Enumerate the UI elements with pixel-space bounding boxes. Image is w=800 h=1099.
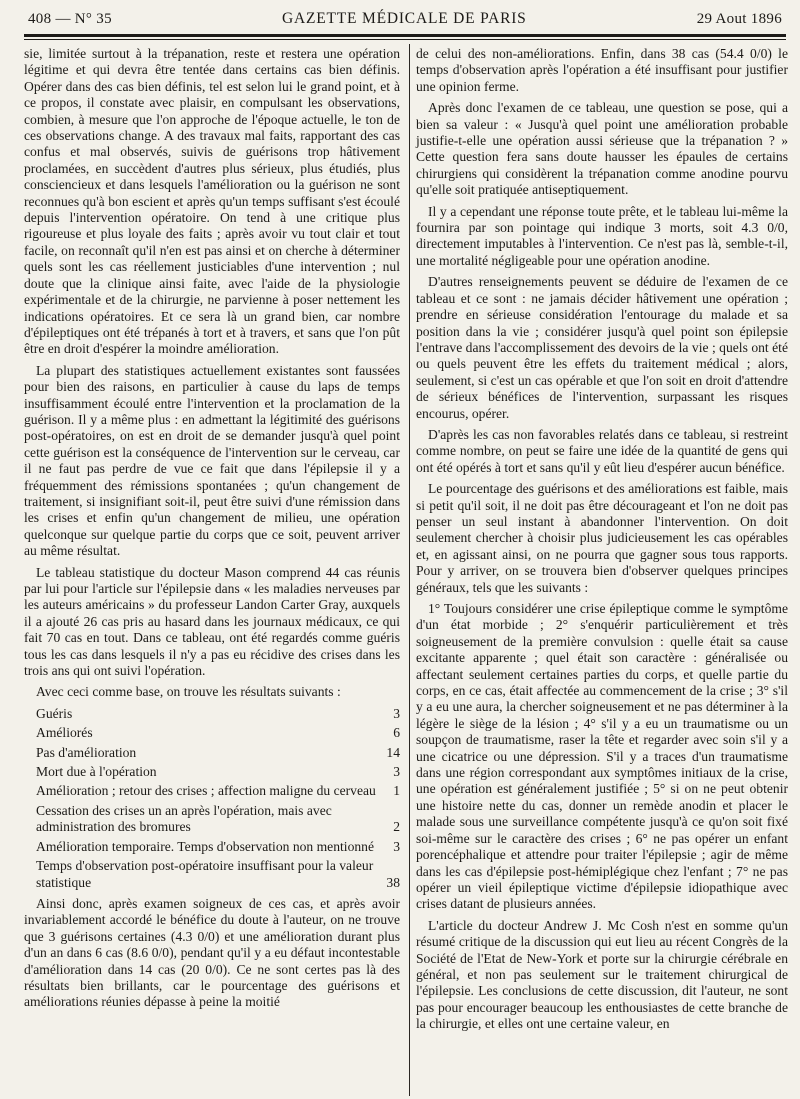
stat-label: Temps d'observation post-opératoire insuffisant pour la valeur statistique bbox=[36, 858, 374, 890]
stat-label: Améliorés bbox=[36, 725, 93, 741]
stat-value: 1 bbox=[393, 783, 400, 799]
stat-value: 2 bbox=[393, 819, 400, 835]
paragraph: Après donc l'examen de ce tableau, une question se pose, qui a bien sa valeur : « Jusqu'à quel point une amélioration probable justifie-t-elle une opération aussi sérieuse que la trépanation ? » Cette question fera sans doute hausser les épaules de certains chirurgiens qui considèrent la trépanation comme anodine pourvu qu'elle soit pratiquée antiseptiquement. bbox=[416, 100, 788, 198]
column-separator bbox=[409, 44, 410, 1096]
header-rule-thin bbox=[24, 39, 786, 40]
stat-value: 3 bbox=[393, 764, 400, 780]
paragraph: 1° Toujours considérer une crise épileptique comme le symptôme d'un état morbide ; 2° s'enquérir particulièrement et très soigneusement de la première convulsion : quelle était sa cause excitante apparente ; quel était son caractère : généralisée ou affectant seulement certaines parties du corps, et quelle partie du corps, en ce cas, était affectée au commencement de la crise ; 3° s'il y a eu une aura, la chercher soigneusement et ne pas déterminer à la légère le siège de la lésion ; 4° s'il y a eu un traumatisme ou un soupçon de traumatisme, raser la tête et regarder avec soin s'il y a une cicatrice ou une dépression. S'il y a traces d'un traumatisme dans une région correspondant aux symptômes initiaux de la crise, une opération est généralement justifiée ; 5° si on ne peut obtenir une histoire nette du cas, donner un remède anodin et placer le malade sous une surveillance compétente jusqu'à ce qu'on soit fixé soi-même sur le caractère des crises ; 6° ne pas opérer un enfant porencéphalique et attendre pour traiter l'épilepsie ; agir de même dans les cas d'épilepsie post-hémiplégique chez l'enfant ; 7° ne pas opérer un vieil épileptique victime d'épilepsie idiopathique avec crises datant de plusieurs années. bbox=[416, 601, 788, 912]
stat-row bbox=[24, 725, 400, 741]
paragraph: Avec ceci comme base, on trouve les résultats suivants : bbox=[36, 684, 341, 700]
stat-value: 14 bbox=[386, 744, 400, 760]
paragraph: Ainsi donc, après examen soigneux de ces cas, et après avoir invariablement accordé le bénéfice du doute à l'auteur, on ne trouve que 3 guérisons certaines (4.3 0/0) et une amélioration durant plus d'un an dans 6 cas (8.6 0/0), pendant qu'il y a eu défaut incontestable d'amélioration dans 14 cas (20 0/0). Ce ne sont certes pas là des résultats bien brillants, car le pourcentage des guérisons et améliorations réunies dépasse à peine la moitié bbox=[24, 895, 400, 1010]
stat-label: Amélioration temporaire. Temps d'observation non mentionné bbox=[36, 838, 374, 854]
stat-label: Guéris bbox=[36, 705, 73, 721]
paragraph: Le tableau statistique du docteur Mason comprend 44 cas réunis par lui pour l'article sur l'épilepsie dans « les maladies nerveuses par les auteurs américains » du professeur Landon Carter Gray, auxquels il a ajouté 26 cas pris au hasard dans les journaux médicaux, ce qui fait 70 cas en tout. Dans ce tableau, ont été regardés comme guéris tous les cas dans lesquels il n'y a pas eu récidive des crises dans les trois ans qui ont suivi l'opération. bbox=[24, 564, 400, 679]
stat-row bbox=[24, 745, 400, 761]
stat-label: Cessation des crises un an après l'opération, mais avec administration des bromures bbox=[36, 802, 332, 835]
paragraph: D'après les cas non favorables relatés dans ce tableau, si restreint comme nombre, on peut se faire une idée de la quantité de gens qui ont été opérés à tort et sans qu'il y eût lieu d'espérer aucun bénéfice. bbox=[416, 426, 788, 475]
stat-value: 38 bbox=[386, 874, 400, 890]
stat-label: Mort due à l'opération bbox=[36, 764, 157, 780]
stat-row bbox=[24, 783, 400, 799]
journal-title: GAZETTE MÉDICALE DE PARIS bbox=[282, 10, 527, 27]
paragraph: L'article du docteur Andrew J. Mc Cosh n'est en somme qu'un résumé critique de la discussion qui eut lieu au récent Congrès de la Société de l'Etat de New-York et porte sur la chirurgie cérébrale en général, et non pas seulement sur le traitement chirurgical de l'épilepsie. Les conclusions de cette discussion, dit l'auteur, ne sont pas pour encourager beaucoup les enthousiastes de cette branche de la chirurgie, et elles ont une certaine valeur, en bbox=[416, 917, 788, 1032]
left-column bbox=[24, 46, 400, 1016]
page-number: 408 — N° 35 bbox=[28, 10, 112, 27]
stat-row bbox=[24, 839, 400, 855]
right-column bbox=[416, 46, 788, 1038]
stat-row bbox=[24, 858, 400, 891]
paragraph: sie, limitée surtout à la trépanation, reste et restera une opération légitime et qui devra être tentée dans certains cas bien définis. Opérer dans des cas bien définis, tel est selon lui le grand point, et à ce propos, il constate avec plaisir, en compulsant les observations, combien, à mesure que l'on approche de l'époque actuelle, le ton de ces observations change. A des travaux mal faits, rapportant des cas confus et mal observés, suivis de guérisons trop hâtivement proclamées, en succèdent d'autres plus sérieux, plus étudiés, plus consciencieux et dans lesquels l'amélioration ou la guérison ne sont reconnues qu'à bon escient et après qu'un temps suffisant s'est écoulé depuis l'intervention opératoire. On tend à une critique plus rigoureuse et plus loyale des faits ; après avoir vu tout clair et tout facile, on reconnaît qu'il n'en est pas ainsi et on cherche à déterminer quels sont les cas réellement justiciables d'une intervention ; nul doute que la clinique ainsi faite, avec l'aide de la physiologie expérimentale et de la chirurgie, ne parvienne à poser nettement les indications opératoires. Et ce sera là un grand bien, car nombre d'épileptiques ont été trépanés à tort et à travers, et sans que l'on pût être en droit d'espérer la moindre amélioration. bbox=[24, 46, 400, 357]
page-header bbox=[28, 8, 782, 30]
stat-value: 6 bbox=[393, 725, 400, 741]
stat-row bbox=[24, 706, 400, 722]
stat-label: Pas d'amélioration bbox=[36, 744, 137, 760]
paragraph: de celui des non-améliorations. Enfin, dans 38 cas (54.4 0/0) le temps d'observation après l'opération a été insuffisant pour justifier une opinion ferme. bbox=[416, 46, 788, 94]
paragraph: La plupart des statistiques actuellement existantes sont faussées pour bien des raisons, en particulier à cause du laps de temps insuffisamment écoulé entre l'intervention et la proclamation de la guérison. Il y a même plus : en admettant la légitimité des guérisons post-opératoires, on est en droit de se demander jusqu'à quel point cette guérison est la conséquence de l'intervention sur le cerveau, car il ne faut pas perdre de vue ce fait que dans l'épilepsie il y a fréquemment des rémissions spontanées ; qu'un changement de traitement, si insignifiant soit-il, peut être suivi d'une rémission dans les crises et enfin qu'un changement de milieu, une opération quelconque sur quelque partie du corps que ce soit, peuvent arriver au même résultat. bbox=[24, 362, 400, 559]
header-rule-thick bbox=[24, 34, 786, 37]
paragraph: Le pourcentage des guérisons et des améliorations est faible, mais si petit qu'il soit, il ne doit pas être décourageant et l'on ne doit pas penser un seul instant à abandonner l'intervention. On doit seulement chercher à choisir plus judicieusement les cas opérables et, en agissant ainsi, on ne pourra que gagner sous tous rapports. Pour y arriver, on se trouvera bien d'observer quelques principes généraux, tels que les suivants : bbox=[416, 481, 788, 595]
stat-row bbox=[24, 803, 400, 836]
stat-label: Amélioration ; retour des crises ; affection maligne du cerveau bbox=[36, 783, 376, 799]
issue-date: 29 Aout 1896 bbox=[696, 10, 782, 27]
paragraph: Il y a cependant une réponse toute prête, et le tableau lui-même la fournira par son pointage qui indique 3 morts, soit 4.3 0/0, directement imputables à l'intervention. Ce n'est pas là, semble-t-il, une mortalité négligeable pour une opération anodine. bbox=[416, 203, 788, 268]
stat-value: 3 bbox=[393, 838, 400, 854]
results-table bbox=[24, 706, 400, 891]
stat-row bbox=[24, 764, 400, 780]
paragraph: D'autres renseignements peuvent se déduire de l'examen de ce tableau et ce sont : ne jamais décider hâtivement une opération ; prendre en sérieuse considération l'entourage du malade et sa position dans la vie ; considérer jusqu'à quel point son épilepsie l'entrave dans l'accomplissement des devoirs de la vie ; quels ont été ou quels peuvent être les effets du traitement médical ; alors, seulement, si c'est un cas opérable et que l'on soit en droit d'attendre de sérieux bénéfices de l'intervention, surpassant les risques encourus, opérer. bbox=[416, 274, 788, 421]
stat-value: 3 bbox=[393, 705, 400, 721]
